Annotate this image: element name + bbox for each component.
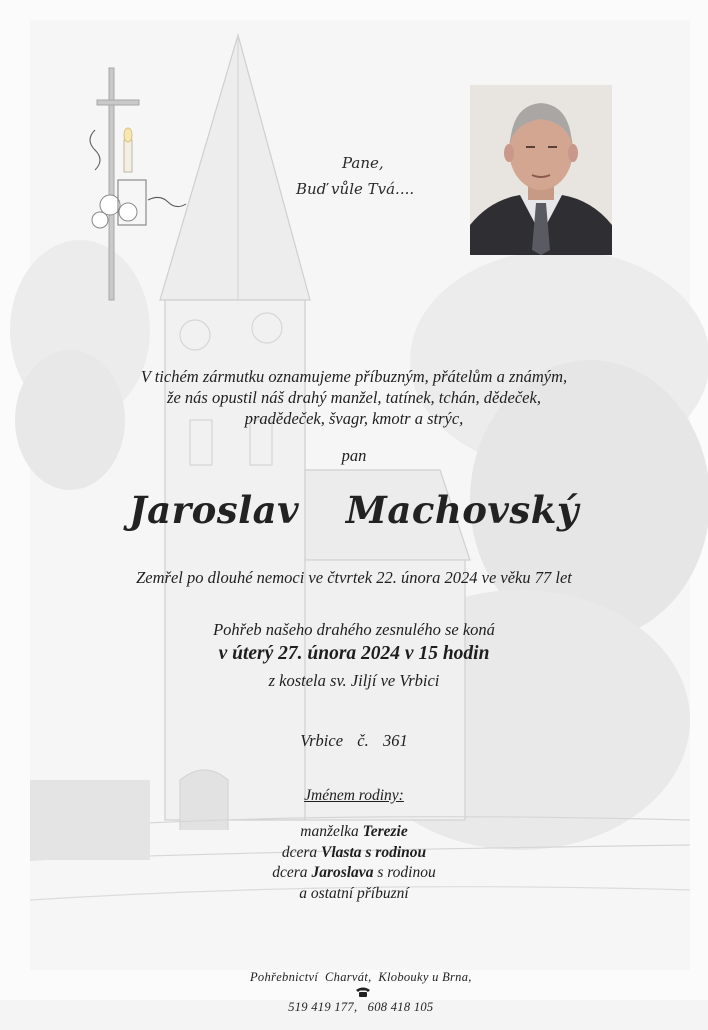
family-closing: a ostatní příbuzní <box>299 884 409 902</box>
family-relation: manželka <box>300 823 359 840</box>
deceased-name: Jaroslav Machovský <box>129 488 579 532</box>
family-member <box>0 843 708 864</box>
family-name: Jaroslava <box>311 864 374 881</box>
telephone-icon <box>355 987 371 997</box>
salutation: pan <box>341 446 367 465</box>
funeral-home: Pohřebnictví Charvát, Klobouky u Brna, <box>250 970 472 984</box>
family-name: Vlasta s rodinou <box>321 843 427 861</box>
family-list <box>0 822 708 904</box>
family-heading-text: Jménem rodiny: <box>304 787 404 804</box>
family-name: Terezie <box>362 823 408 840</box>
family-member <box>0 863 708 884</box>
family-relation: dcera <box>281 843 318 861</box>
announcement <box>0 366 708 429</box>
announcement-line-1: V tichém zármutku oznamujeme příbuzným, přátelům a známým, <box>140 367 568 386</box>
funeral-line-1: Pohřeb našeho drahého zesnulého se koná <box>213 620 495 639</box>
phone-numbers: 519 419 177, 608 418 105 <box>288 1000 434 1014</box>
motto-line-2: Buď vůle Tvá.... <box>296 180 415 198</box>
family-suffix: s rodinou <box>377 864 436 881</box>
announcement-line-2: že nás opustil náš drahý manžel, tatínek, tchán, dědeček, <box>167 388 541 407</box>
deceased-portrait <box>470 85 612 255</box>
family-heading <box>0 787 708 805</box>
funeral-location: z kostela sv. Jiljí ve Vrbici <box>268 671 440 690</box>
motto <box>290 150 450 202</box>
death-notice: Zemřel po dlouhé nemoci ve čtvrtek 22. února 2024 ve věku 77 let <box>136 568 572 587</box>
motto-line-1: Pane, <box>342 154 384 172</box>
family-member <box>0 822 708 843</box>
portrait-image <box>470 85 612 255</box>
announcement-line-3: pradědeček, švagr, kmotr a strýc, <box>244 409 464 428</box>
footer <box>0 955 708 1030</box>
address: Vrbice č. 361 <box>300 731 408 750</box>
family-relation: dcera <box>272 864 308 881</box>
funeral-date: v úterý 27. února 2024 v 15 hodin <box>218 643 490 664</box>
